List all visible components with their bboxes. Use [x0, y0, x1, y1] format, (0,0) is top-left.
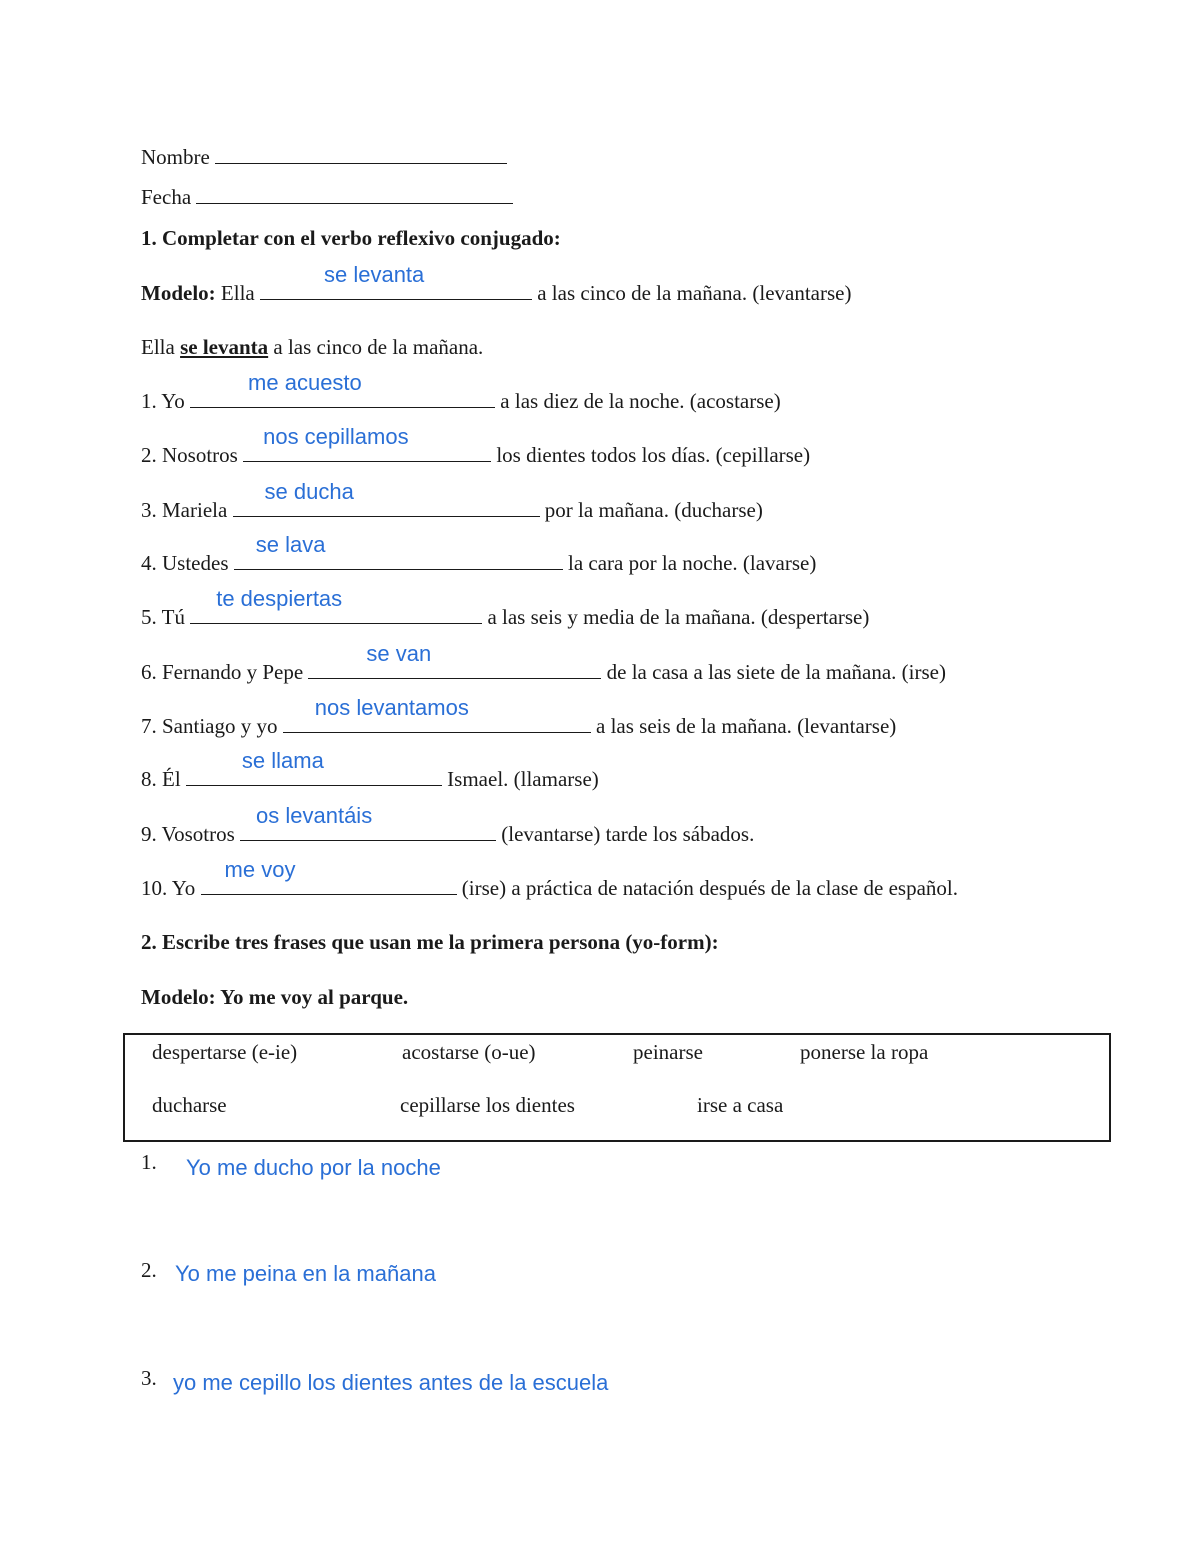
answer-field[interactable]	[190, 586, 482, 624]
item-rest: los dientes todos los días. (cepillarse)	[496, 443, 811, 467]
answer-field[interactable]	[243, 424, 491, 462]
item-rest: la cara por la noche. (lavarse)	[568, 551, 817, 575]
answer-field[interactable]	[201, 857, 457, 895]
answer-text: me acuesto	[248, 370, 362, 395]
vocab-word: peinarse	[633, 1040, 703, 1064]
model-answer: se levanta	[323, 262, 425, 287]
answer-text: se lava	[255, 532, 326, 557]
exercise-item-3	[141, 479, 1140, 523]
exercise-item-6	[141, 641, 1140, 685]
date-line	[141, 183, 1140, 210]
model-rest: a las cinco de la mañana. (levantarse)	[537, 281, 852, 305]
answer-text: se van	[366, 641, 432, 666]
vocabulary-box	[123, 1033, 1111, 1142]
exercise-item-5	[141, 586, 1140, 630]
model-subject: Ella	[220, 281, 255, 305]
sentence-answer[interactable]: yo me cepillo los dientes antes de la escuela	[173, 1370, 609, 1395]
example-verb: se levanta	[180, 335, 269, 359]
answer-field[interactable]	[190, 370, 495, 408]
exercise-item-2	[141, 424, 1140, 468]
section2-title: 2. Escribe tres frases que usan me la primera persona (yo-form):	[141, 930, 719, 954]
exercise-item-8	[141, 748, 1140, 792]
item-number: 9. Vosotros	[141, 822, 235, 846]
name-label: Nombre	[141, 145, 210, 169]
item-number: 6. Fernando y Pepe	[141, 660, 304, 684]
answer-text: se llama	[241, 748, 324, 773]
date-field[interactable]	[196, 183, 513, 204]
item-number: 7. Santiago y yo	[141, 714, 278, 738]
item-number: 10. Yo	[141, 876, 196, 900]
model-line	[141, 262, 1140, 306]
item-rest: de la casa a las siete de la mañana. (irse)	[606, 660, 946, 684]
answer-text: me voy	[224, 857, 296, 882]
item-number: 8. Él	[141, 767, 181, 791]
name-field[interactable]	[215, 143, 507, 164]
exercise-item-1	[141, 370, 1140, 414]
vocab-word: cepillarse los dientes	[400, 1093, 575, 1117]
item-rest: a las diez de la noche. (acostarse)	[500, 389, 781, 413]
sentence-number: 3.	[141, 1366, 157, 1390]
sentence-answer[interactable]: Yo me peina en la mañana	[175, 1261, 436, 1286]
date-label: Fecha	[141, 185, 192, 209]
answer-text: nos cepillamos	[263, 424, 409, 449]
answer-field[interactable]	[240, 803, 496, 841]
item-number: 1. Yo	[141, 389, 185, 413]
section1-title: 1. Completar con el verbo reflexivo conjugado:	[141, 226, 561, 250]
exercise-item-7	[141, 695, 1140, 739]
model-answer-field[interactable]	[260, 262, 532, 300]
vocab-word: irse a casa	[697, 1093, 784, 1117]
answer-field[interactable]	[308, 641, 601, 679]
answer-text: se ducha	[264, 479, 354, 504]
answer-text: os levantáis	[256, 803, 373, 828]
example-line	[141, 334, 1140, 360]
vocab-word: acostarse (o-ue)	[402, 1040, 536, 1064]
item-number: 5. Tú	[141, 605, 185, 629]
exercise-item-4	[141, 532, 1140, 576]
example-after: a las cinco de la mañana.	[273, 335, 484, 359]
item-number: 2. Nosotros	[141, 443, 238, 467]
name-line	[141, 143, 1140, 170]
answer-text: nos levantamos	[314, 695, 469, 720]
item-rest: Ismael. (llamarse)	[447, 767, 599, 791]
vocab-word: ducharse	[152, 1093, 227, 1117]
sentence-number: 2.	[141, 1258, 157, 1282]
sentence-answer[interactable]: Yo me ducho por la noche	[186, 1155, 441, 1180]
answer-field[interactable]	[233, 479, 540, 517]
section2-model: Modelo: Yo me voy al parque.	[141, 985, 409, 1009]
exercise-item-9	[141, 803, 1140, 847]
vocab-word: despertarse (e-ie)	[152, 1040, 298, 1064]
example-before: Ella	[141, 335, 175, 359]
answer-field[interactable]	[186, 748, 442, 786]
item-number: 3. Mariela	[141, 498, 228, 522]
sentence-number: 1.	[141, 1150, 157, 1174]
answer-field[interactable]	[234, 532, 563, 570]
item-rest: a las seis y media de la mañana. (despertarse)	[487, 605, 870, 629]
item-rest: (irse) a práctica de natación después de la clase de español.	[461, 876, 958, 900]
model-label: Modelo:	[141, 281, 216, 305]
answer-field[interactable]	[283, 695, 591, 733]
item-rest: a las seis de la mañana. (levantarse)	[596, 714, 897, 738]
answer-text: te despiertas	[216, 586, 343, 611]
exercise-item-10	[141, 857, 1140, 901]
vocab-word: ponerse la ropa	[800, 1040, 929, 1064]
item-rest: (levantarse) tarde los sábados.	[501, 822, 755, 846]
item-rest: por la mañana. (ducharse)	[544, 498, 763, 522]
item-number: 4. Ustedes	[141, 551, 229, 575]
